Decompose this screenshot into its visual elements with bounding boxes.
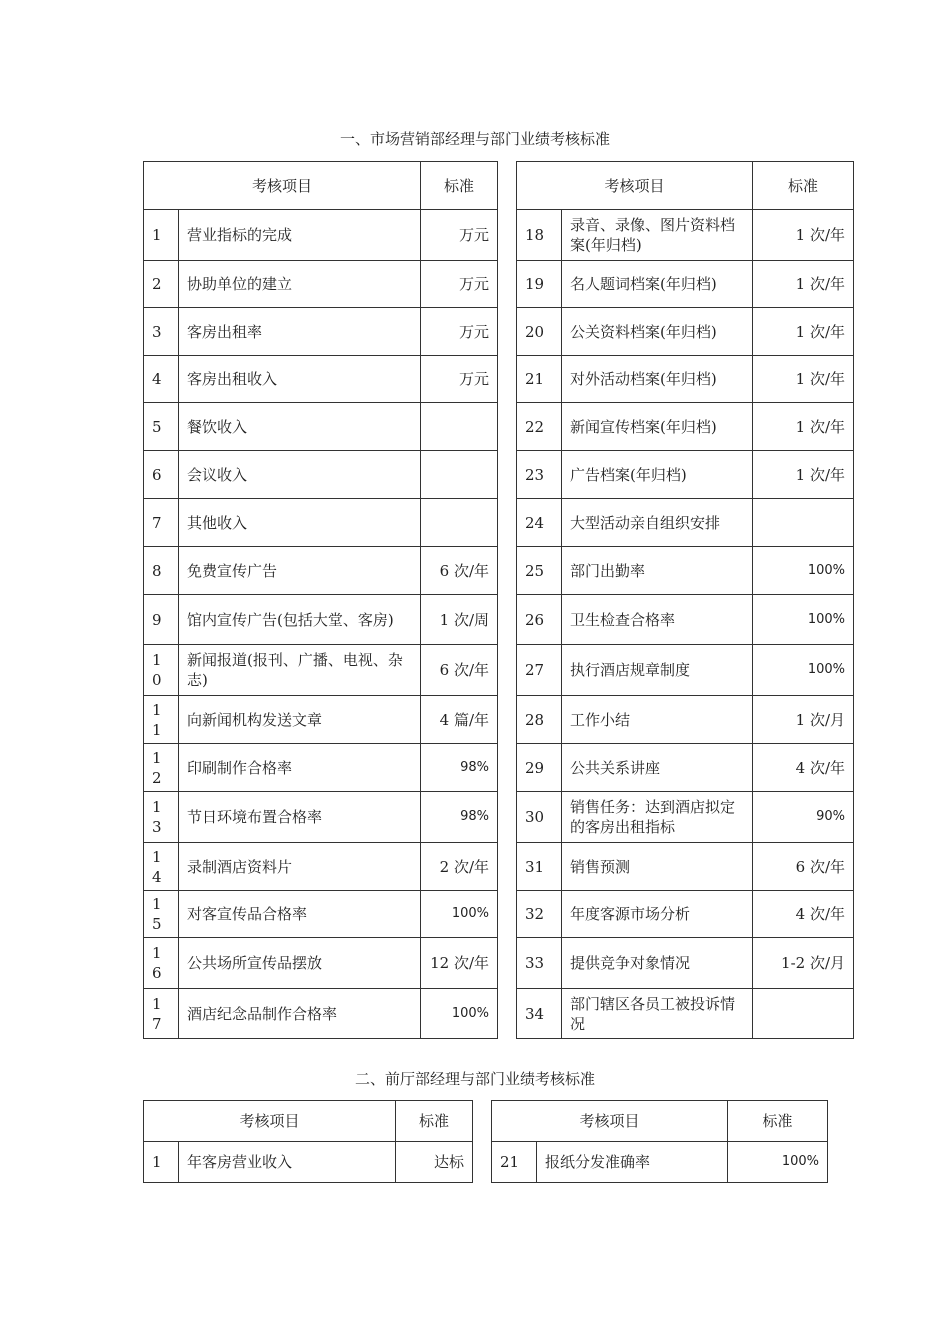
item-text: 广告档案(年归档) — [562, 451, 753, 499]
standard-value: 100% — [421, 989, 498, 1039]
row-number: 4 — [144, 356, 179, 403]
column-gap — [498, 162, 517, 210]
table-row — [144, 547, 854, 595]
standard-value: 100% — [753, 595, 854, 645]
table-row — [144, 645, 854, 696]
row-number: 9 — [144, 595, 179, 645]
standard-value: 2 次/年 — [421, 843, 498, 891]
item-text: 对外活动档案(年归档) — [562, 356, 753, 403]
column-gap — [498, 356, 517, 403]
table-row — [144, 499, 854, 547]
item-text: 客房出租收入 — [179, 356, 421, 403]
column-gap — [498, 499, 517, 547]
column-gap — [498, 843, 517, 891]
item-text: 会议收入 — [179, 451, 421, 499]
item-text: 馆内宣传广告(包括大堂、客房) — [179, 595, 421, 645]
header-standard: 标准 — [396, 1101, 473, 1142]
standard-value: 1 次/年 — [753, 451, 854, 499]
row-number: 17 — [144, 989, 179, 1039]
header-standard-right: 标准 — [753, 162, 854, 210]
item-text: 客房出租率 — [179, 308, 421, 356]
column-gap — [498, 744, 517, 792]
item-text: 公关资料档案(年归档) — [562, 308, 753, 356]
item-text: 节日环境布置合格率 — [179, 792, 421, 843]
table-row — [144, 356, 854, 403]
row-number: 23 — [517, 451, 562, 499]
row-number: 16 — [144, 938, 179, 989]
item-text: 销售预测 — [562, 843, 753, 891]
row-number: 8 — [144, 547, 179, 595]
table-row — [144, 792, 854, 843]
row-number: 24 — [517, 499, 562, 547]
table-row — [144, 1142, 828, 1183]
standard-value: 6 次/年 — [421, 547, 498, 595]
item-text: 部门辖区各员工被投诉情况 — [562, 989, 753, 1039]
column-gap — [498, 989, 517, 1039]
item-text: 向新闻机构发送文章 — [179, 696, 421, 744]
standard-value: 6 次/年 — [421, 645, 498, 696]
item-text: 报纸分发准确率 — [537, 1142, 728, 1183]
item-text: 营业指标的完成 — [179, 210, 421, 261]
standard-value: 1 次/年 — [753, 308, 854, 356]
row-number: 18 — [517, 210, 562, 261]
table-header-row — [144, 162, 854, 210]
item-text: 年度客源市场分析 — [562, 891, 753, 938]
column-gap — [498, 308, 517, 356]
column-gap — [498, 645, 517, 696]
item-text: 大型活动亲自组织安排 — [562, 499, 753, 547]
row-number: 14 — [144, 843, 179, 891]
row-number: 34 — [517, 989, 562, 1039]
table-row — [144, 210, 854, 261]
row-number: 32 — [517, 891, 562, 938]
column-gap — [498, 261, 517, 308]
standard-value: 1 次/年 — [753, 403, 854, 451]
table-row — [144, 403, 854, 451]
item-text: 录音、录像、图片资料档案(年归档) — [562, 210, 753, 261]
table-header-row — [144, 1101, 828, 1142]
standard-value — [753, 499, 854, 547]
item-text: 新闻报道(报刊、广播、电视、杂志) — [179, 645, 421, 696]
standard-value — [421, 451, 498, 499]
section2-table — [143, 1100, 828, 1183]
standard-value: 万元 — [421, 210, 498, 261]
item-text: 新闻宣传档案(年归档) — [562, 403, 753, 451]
column-gap — [498, 403, 517, 451]
column-gap — [498, 595, 517, 645]
item-text: 提供竞争对象情况 — [562, 938, 753, 989]
row-number: 21 — [517, 356, 562, 403]
standard-value: 100% — [753, 547, 854, 595]
item-text: 免费宣传广告 — [179, 547, 421, 595]
row-number: 11 — [144, 696, 179, 744]
table-row — [144, 696, 854, 744]
row-number: 5 — [144, 403, 179, 451]
row-number: 21 — [492, 1142, 537, 1183]
table-row — [144, 938, 854, 989]
standard-value: 98% — [421, 744, 498, 792]
standard-value: 1-2 次/月 — [753, 938, 854, 989]
standard-value: 100% — [753, 645, 854, 696]
row-number: 20 — [517, 308, 562, 356]
row-number: 22 — [517, 403, 562, 451]
column-gap — [473, 1142, 492, 1183]
row-number: 26 — [517, 595, 562, 645]
standard-value: 6 次/年 — [753, 843, 854, 891]
table-row — [144, 843, 854, 891]
row-number: 28 — [517, 696, 562, 744]
table-row — [144, 891, 854, 938]
header-item: 考核项目 — [144, 162, 421, 210]
table-row — [144, 744, 854, 792]
section1-table — [143, 161, 854, 1039]
table-row — [144, 595, 854, 645]
item-text: 工作小结 — [562, 696, 753, 744]
item-text: 印刷制作合格率 — [179, 744, 421, 792]
item-text: 公共关系讲座 — [562, 744, 753, 792]
row-number: 13 — [144, 792, 179, 843]
row-number: 10 — [144, 645, 179, 696]
item-text: 协助单位的建立 — [179, 261, 421, 308]
header-item-right: 考核项目 — [492, 1101, 728, 1142]
standard-value: 万元 — [421, 308, 498, 356]
column-gap — [498, 547, 517, 595]
item-text: 卫生检查合格率 — [562, 595, 753, 645]
row-number: 33 — [517, 938, 562, 989]
column-gap — [498, 451, 517, 499]
item-text: 公共场所宣传品摆放 — [179, 938, 421, 989]
standard-value: 4 篇/年 — [421, 696, 498, 744]
row-number: 1 — [144, 210, 179, 261]
row-number: 31 — [517, 843, 562, 891]
item-text: 录制酒店资料片 — [179, 843, 421, 891]
row-number: 12 — [144, 744, 179, 792]
item-text: 销售任务：达到酒店拟定的客房出租指标 — [562, 792, 753, 843]
row-number: 30 — [517, 792, 562, 843]
item-text: 其他收入 — [179, 499, 421, 547]
row-number: 1 — [144, 1142, 179, 1183]
row-number: 2 — [144, 261, 179, 308]
column-gap — [473, 1101, 492, 1142]
table-row — [144, 989, 854, 1039]
table-row — [144, 261, 854, 308]
standard-value — [421, 499, 498, 547]
standard-value: 12 次/年 — [421, 938, 498, 989]
row-number: 6 — [144, 451, 179, 499]
item-text: 对客宣传品合格率 — [179, 891, 421, 938]
standard-value: 达标 — [396, 1142, 473, 1183]
standard-value: 1 次/周 — [421, 595, 498, 645]
standard-value: 1 次/年 — [753, 356, 854, 403]
header-item: 考核项目 — [144, 1101, 396, 1142]
standard-value: 4 次/年 — [753, 744, 854, 792]
header-item-right: 考核项目 — [517, 162, 753, 210]
row-number: 27 — [517, 645, 562, 696]
row-number: 25 — [517, 547, 562, 595]
item-text: 执行酒店规章制度 — [562, 645, 753, 696]
row-number: 7 — [144, 499, 179, 547]
standard-value: 100% — [421, 891, 498, 938]
standard-value — [421, 403, 498, 451]
table-row — [144, 451, 854, 499]
column-gap — [498, 792, 517, 843]
header-standard-right: 标准 — [728, 1101, 828, 1142]
item-text: 年客房营业收入 — [179, 1142, 396, 1183]
column-gap — [498, 891, 517, 938]
standard-value: 1 次/年 — [753, 210, 854, 261]
row-number: 29 — [517, 744, 562, 792]
standard-value — [753, 989, 854, 1039]
standard-value: 1 次/月 — [753, 696, 854, 744]
header-standard: 标准 — [421, 162, 498, 210]
row-number: 15 — [144, 891, 179, 938]
section2-title: 二、前厅部经理与部门业绩考核标准 — [354, 1070, 595, 1088]
item-text: 名人题词档案(年归档) — [562, 261, 753, 308]
column-gap — [498, 210, 517, 261]
row-number: 3 — [144, 308, 179, 356]
table-row — [144, 308, 854, 356]
standard-value: 98% — [421, 792, 498, 843]
standard-value: 90% — [753, 792, 854, 843]
row-number: 19 — [517, 261, 562, 308]
standard-value: 100% — [728, 1142, 828, 1183]
item-text: 餐饮收入 — [179, 403, 421, 451]
standard-value: 万元 — [421, 356, 498, 403]
standard-value: 4 次/年 — [753, 891, 854, 938]
item-text: 部门出勤率 — [562, 547, 753, 595]
item-text: 酒店纪念品制作合格率 — [179, 989, 421, 1039]
standard-value: 1 次/年 — [753, 261, 854, 308]
standard-value: 万元 — [421, 261, 498, 308]
column-gap — [498, 938, 517, 989]
section1-title: 一、市场营销部经理与部门业绩考核标准 — [339, 130, 610, 148]
column-gap — [498, 696, 517, 744]
